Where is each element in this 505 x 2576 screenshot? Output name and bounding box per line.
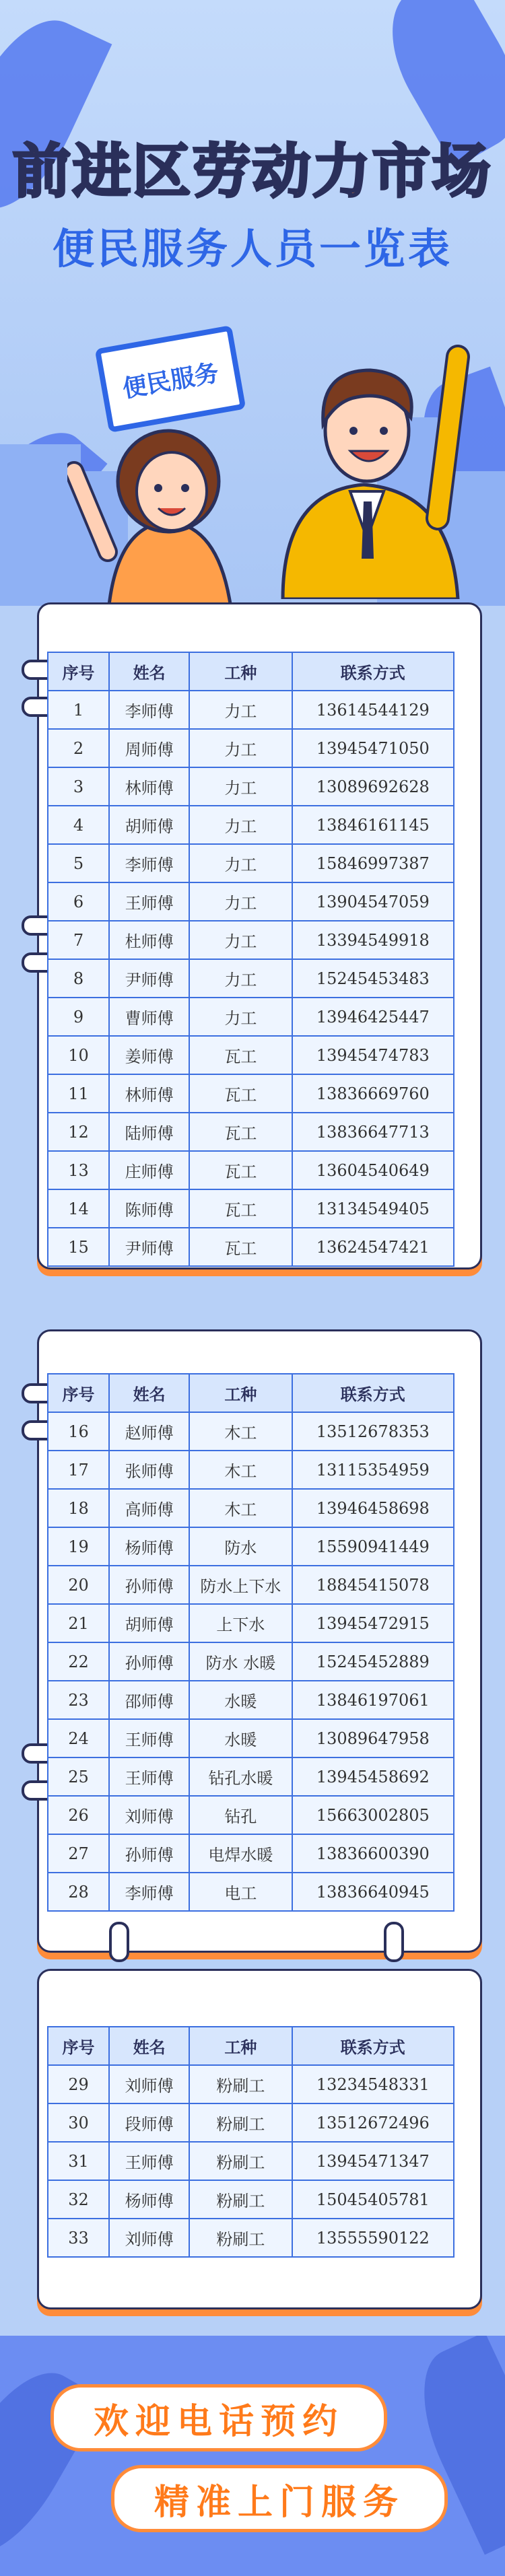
table-row bbox=[48, 2103, 454, 2142]
table-row bbox=[48, 1036, 454, 1074]
cell-name: 尹师傅 bbox=[109, 959, 189, 998]
cell-phone: 13946458698 bbox=[292, 1489, 454, 1527]
cell-index: 4 bbox=[48, 806, 109, 844]
col-header-trade: 工种 bbox=[189, 1374, 292, 1412]
cell-phone: 13945472915 bbox=[292, 1604, 454, 1642]
staff-table-2 bbox=[47, 1373, 454, 1912]
cell-phone: 13945471050 bbox=[292, 729, 454, 767]
cell-trade: 力工 bbox=[189, 806, 292, 844]
cell-phone: 13234548331 bbox=[292, 2065, 454, 2103]
cell-name: 杨师傅 bbox=[109, 1527, 189, 1566]
page-subtitle: 便民服务人员一览表 bbox=[52, 224, 452, 273]
table-header-row bbox=[48, 652, 454, 691]
cell-name: 孙师傅 bbox=[109, 1834, 189, 1873]
cell-name: 杨师傅 bbox=[109, 2180, 189, 2219]
cell-phone: 13604540649 bbox=[292, 1151, 454, 1189]
cell-name: 高师傅 bbox=[109, 1489, 189, 1527]
cell-name: 王师傅 bbox=[109, 2142, 189, 2180]
cell-name: 刘师傅 bbox=[109, 2219, 189, 2257]
table-row bbox=[48, 1113, 454, 1151]
cell-trade: 电焊水暖 bbox=[189, 1834, 292, 1873]
cell-trade: 防水上下水 bbox=[189, 1566, 292, 1604]
col-header-index: 序号 bbox=[48, 652, 109, 691]
cell-index: 20 bbox=[48, 1566, 109, 1604]
cell-name: 赵师傅 bbox=[109, 1412, 189, 1451]
cell-trade: 力工 bbox=[189, 767, 292, 806]
promo-text: 欢迎电话预约 bbox=[93, 2401, 344, 2442]
table-row bbox=[48, 1719, 454, 1757]
cell-trade: 粉刷工 bbox=[189, 2219, 292, 2257]
cell-name: 杜师傅 bbox=[109, 921, 189, 959]
cell-phone: 15245452889 bbox=[292, 1642, 454, 1681]
cell-trade: 木工 bbox=[189, 1489, 292, 1527]
cell-name: 李师傅 bbox=[109, 691, 189, 729]
cell-index: 19 bbox=[48, 1527, 109, 1566]
cell-name: 王师傅 bbox=[109, 1719, 189, 1757]
cell-name: 姜师傅 bbox=[109, 1036, 189, 1074]
cell-index: 11 bbox=[48, 1074, 109, 1113]
woman-illustration bbox=[67, 397, 269, 606]
cell-phone: 13846197061 bbox=[292, 1681, 454, 1719]
cell-name: 李师傅 bbox=[109, 844, 189, 882]
cell-name: 段师傅 bbox=[109, 2103, 189, 2142]
cell-trade: 力工 bbox=[189, 998, 292, 1036]
cell-trade: 力工 bbox=[189, 691, 292, 729]
table-row bbox=[48, 1796, 454, 1834]
cell-name: 曹师傅 bbox=[109, 998, 189, 1036]
cell-phone: 13512678353 bbox=[292, 1412, 454, 1451]
cell-phone: 15590941449 bbox=[292, 1527, 454, 1566]
cell-trade: 钻孔水暖 bbox=[189, 1757, 292, 1796]
cell-index: 2 bbox=[48, 729, 109, 767]
cell-index: 32 bbox=[48, 2180, 109, 2219]
cell-trade: 钻孔 bbox=[189, 1796, 292, 1834]
cell-phone: 13089647958 bbox=[292, 1719, 454, 1757]
cell-trade: 电工 bbox=[189, 1873, 292, 1911]
cell-index: 33 bbox=[48, 2219, 109, 2257]
cell-index: 15 bbox=[48, 1228, 109, 1266]
cell-index: 5 bbox=[48, 844, 109, 882]
table-header-row bbox=[48, 2027, 454, 2065]
table-row bbox=[48, 1642, 454, 1681]
table-row bbox=[48, 1757, 454, 1796]
cell-trade: 瓦工 bbox=[189, 1113, 292, 1151]
cell-name: 孙师傅 bbox=[109, 1642, 189, 1681]
promo-pill-booking bbox=[50, 2384, 387, 2451]
cell-index: 29 bbox=[48, 2065, 109, 2103]
cell-phone: 13945458692 bbox=[292, 1757, 454, 1796]
cell-index: 17 bbox=[48, 1451, 109, 1489]
cell-phone: 13836600390 bbox=[292, 1834, 454, 1873]
cell-name: 李师傅 bbox=[109, 1873, 189, 1911]
cell-name: 陆师傅 bbox=[109, 1113, 189, 1151]
table-row bbox=[48, 1834, 454, 1873]
cell-phone: 15663002805 bbox=[292, 1796, 454, 1834]
cell-index: 22 bbox=[48, 1642, 109, 1681]
cell-trade: 粉刷工 bbox=[189, 2103, 292, 2142]
cell-index: 26 bbox=[48, 1796, 109, 1834]
cell-phone: 15245453483 bbox=[292, 959, 454, 998]
promo-text: 精准上门服务 bbox=[154, 2482, 405, 2523]
cell-phone: 13945471347 bbox=[292, 2142, 454, 2180]
promo-pill-service bbox=[111, 2465, 448, 2532]
cell-index: 12 bbox=[48, 1113, 109, 1151]
cell-trade: 水暖 bbox=[189, 1681, 292, 1719]
cell-name: 王师傅 bbox=[109, 882, 189, 921]
page-title: 前进区劳动力市场 bbox=[13, 138, 492, 205]
cell-index: 13 bbox=[48, 1151, 109, 1189]
cell-index: 3 bbox=[48, 767, 109, 806]
cell-trade: 防水 bbox=[189, 1527, 292, 1566]
table-row bbox=[48, 767, 454, 806]
col-header-name: 姓名 bbox=[109, 1374, 189, 1412]
table-row bbox=[48, 2142, 454, 2180]
table-row bbox=[48, 1074, 454, 1113]
col-header-trade: 工种 bbox=[189, 2027, 292, 2065]
staff-table-1 bbox=[47, 652, 454, 1267]
staff-table-3 bbox=[47, 2026, 454, 2258]
cell-index: 9 bbox=[48, 998, 109, 1036]
cell-name: 林师傅 bbox=[109, 767, 189, 806]
cell-index: 6 bbox=[48, 882, 109, 921]
cell-index: 10 bbox=[48, 1036, 109, 1074]
cell-phone: 18845415078 bbox=[292, 1566, 454, 1604]
cell-phone: 13134549405 bbox=[292, 1189, 454, 1228]
cell-name: 陈师傅 bbox=[109, 1189, 189, 1228]
cell-index: 31 bbox=[48, 2142, 109, 2180]
table-row bbox=[48, 2180, 454, 2219]
table-row bbox=[48, 1228, 454, 1266]
cell-name: 林师傅 bbox=[109, 1074, 189, 1113]
cell-trade: 防水 水暖 bbox=[189, 1642, 292, 1681]
table-header-row bbox=[48, 1374, 454, 1412]
cell-name: 王师傅 bbox=[109, 1757, 189, 1796]
man-illustration bbox=[256, 316, 478, 599]
table-row bbox=[48, 1873, 454, 1911]
cell-index: 24 bbox=[48, 1719, 109, 1757]
cell-trade: 力工 bbox=[189, 959, 292, 998]
cell-trade: 粉刷工 bbox=[189, 2065, 292, 2103]
cell-phone: 13394549918 bbox=[292, 921, 454, 959]
table-row bbox=[48, 844, 454, 882]
cell-phone: 13089692628 bbox=[292, 767, 454, 806]
cell-name: 孙师傅 bbox=[109, 1566, 189, 1604]
cell-index: 21 bbox=[48, 1604, 109, 1642]
table-row bbox=[48, 1489, 454, 1527]
cell-trade: 水暖 bbox=[189, 1719, 292, 1757]
cell-phone: 13946425447 bbox=[292, 998, 454, 1036]
footer-banner bbox=[0, 2336, 505, 2576]
cell-name: 周师傅 bbox=[109, 729, 189, 767]
col-header-name: 姓名 bbox=[109, 652, 189, 691]
cell-phone: 13115354959 bbox=[292, 1451, 454, 1489]
col-header-index: 序号 bbox=[48, 1374, 109, 1412]
table-row bbox=[48, 1681, 454, 1719]
col-header-contact: 联系方式 bbox=[292, 652, 454, 691]
cell-phone: 13836669760 bbox=[292, 1074, 454, 1113]
cell-name: 刘师傅 bbox=[109, 1796, 189, 1834]
cell-name: 胡师傅 bbox=[109, 1604, 189, 1642]
col-header-trade: 工种 bbox=[189, 652, 292, 691]
cell-trade: 力工 bbox=[189, 882, 292, 921]
table-row bbox=[48, 1412, 454, 1451]
cell-index: 28 bbox=[48, 1873, 109, 1911]
cell-index: 30 bbox=[48, 2103, 109, 2142]
cell-trade: 力工 bbox=[189, 844, 292, 882]
cell-index: 18 bbox=[48, 1489, 109, 1527]
cell-phone: 13836640945 bbox=[292, 1873, 454, 1911]
cell-phone: 13846161145 bbox=[292, 806, 454, 844]
table-row bbox=[48, 1451, 454, 1489]
cell-phone: 13512672496 bbox=[292, 2103, 454, 2142]
table-row bbox=[48, 2219, 454, 2257]
hero-banner bbox=[0, 0, 505, 606]
binder-ring-icon bbox=[109, 1922, 129, 1962]
sign-text: 便民服务 bbox=[121, 359, 221, 403]
col-header-contact: 联系方式 bbox=[292, 2027, 454, 2065]
cell-name: 张师傅 bbox=[109, 1451, 189, 1489]
binder-ring-icon bbox=[384, 1922, 404, 1962]
cell-phone: 15045405781 bbox=[292, 2180, 454, 2219]
table-row bbox=[48, 959, 454, 998]
table-row bbox=[48, 806, 454, 844]
cell-phone: 13555590122 bbox=[292, 2219, 454, 2257]
cell-name: 庄师傅 bbox=[109, 1151, 189, 1189]
table-row bbox=[48, 691, 454, 729]
cell-name: 刘师傅 bbox=[109, 2065, 189, 2103]
cell-phone: 13945474783 bbox=[292, 1036, 454, 1074]
table-row bbox=[48, 1604, 454, 1642]
cell-index: 14 bbox=[48, 1189, 109, 1228]
cell-trade: 木工 bbox=[189, 1451, 292, 1489]
cell-trade: 瓦工 bbox=[189, 1036, 292, 1074]
cell-trade: 瓦工 bbox=[189, 1228, 292, 1266]
cell-name: 胡师傅 bbox=[109, 806, 189, 844]
cell-trade: 木工 bbox=[189, 1412, 292, 1451]
col-header-index: 序号 bbox=[48, 2027, 109, 2065]
table-row bbox=[48, 2065, 454, 2103]
cell-phone: 13836647713 bbox=[292, 1113, 454, 1151]
cell-index: 23 bbox=[48, 1681, 109, 1719]
table-row bbox=[48, 882, 454, 921]
table-row bbox=[48, 729, 454, 767]
cell-name: 邵师傅 bbox=[109, 1681, 189, 1719]
cell-phone: 13904547059 bbox=[292, 882, 454, 921]
cell-trade: 粉刷工 bbox=[189, 2180, 292, 2219]
cell-trade: 粉刷工 bbox=[189, 2142, 292, 2180]
table-row bbox=[48, 1527, 454, 1566]
cell-index: 27 bbox=[48, 1834, 109, 1873]
table-row bbox=[48, 921, 454, 959]
cell-trade: 上下水 bbox=[189, 1604, 292, 1642]
cell-index: 8 bbox=[48, 959, 109, 998]
cell-phone: 13624547421 bbox=[292, 1228, 454, 1266]
table-row bbox=[48, 1566, 454, 1604]
col-header-contact: 联系方式 bbox=[292, 1374, 454, 1412]
cell-trade: 瓦工 bbox=[189, 1189, 292, 1228]
cell-trade: 力工 bbox=[189, 729, 292, 767]
cell-trade: 瓦工 bbox=[189, 1151, 292, 1189]
col-header-name: 姓名 bbox=[109, 2027, 189, 2065]
cell-index: 1 bbox=[48, 691, 109, 729]
table-row bbox=[48, 1189, 454, 1228]
cell-trade: 瓦工 bbox=[189, 1074, 292, 1113]
cell-trade: 力工 bbox=[189, 921, 292, 959]
cell-name: 尹师傅 bbox=[109, 1228, 189, 1266]
cell-index: 25 bbox=[48, 1757, 109, 1796]
cell-index: 16 bbox=[48, 1412, 109, 1451]
cell-phone: 15846997387 bbox=[292, 844, 454, 882]
table-row bbox=[48, 998, 454, 1036]
cell-phone: 13614544129 bbox=[292, 691, 454, 729]
cell-index: 7 bbox=[48, 921, 109, 959]
table-row bbox=[48, 1151, 454, 1189]
